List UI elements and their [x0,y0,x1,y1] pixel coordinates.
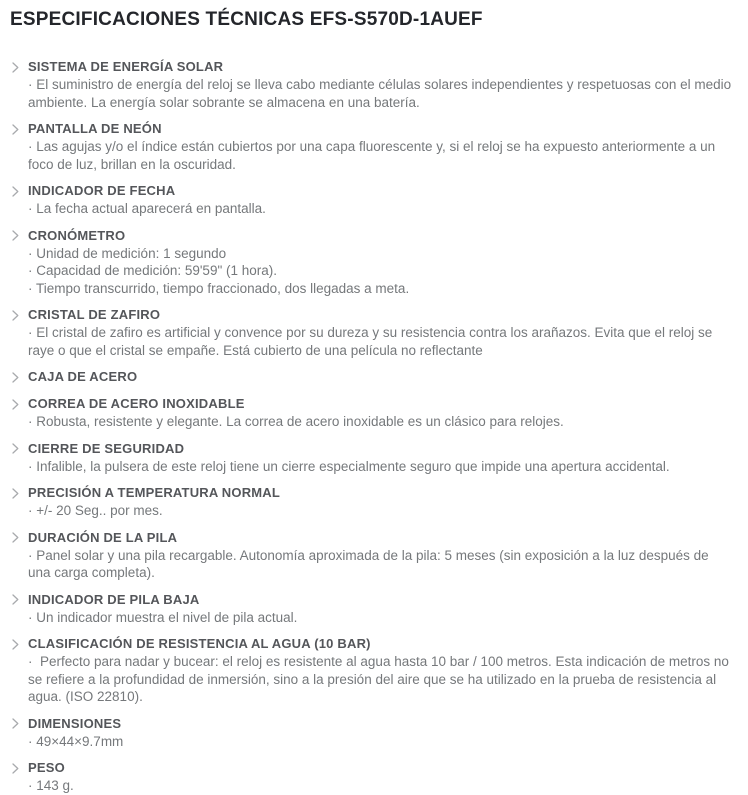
section-heading-row [10,227,734,245]
chevron-right-icon [10,230,28,241]
spec-bullet: · Capacidad de medición: 59'59" (1 hora). [28,263,278,278]
section-heading: DIMENSIONES [28,715,122,731]
chevron-right-icon [10,186,28,197]
section-heading-row [10,484,734,502]
spec-bullet: · Un indicador muestra el nivel de pila actual. [28,609,298,625]
chevron-right-icon [10,399,28,410]
section-heading-row [10,306,734,324]
section-heading-row [10,440,734,458]
chevron-right-icon [10,594,28,605]
chevron-right-icon [10,639,28,650]
chevron-right-icon [10,763,28,774]
page-title: ESPECIFICACIONES TÉCNICAS EFS-S570D-1AUEF [10,9,483,30]
spec-bullet: · Tiempo transcurrido, tiempo fraccionado, dos llegadas a meta. [28,280,410,296]
section-bullets [10,609,734,627]
section-heading-row [10,591,734,609]
chevron-right-icon [10,310,28,321]
section-heading-row [10,368,734,386]
spec-bullet: · La fecha actual aparecerá en pantalla. [28,201,266,216]
spec-section [10,715,734,751]
section-bullets [10,324,734,359]
spec-bullet: · El suministro de energía del reloj se lleva cabo mediante células solares independientes y respetuosas con el medio ambiente. La energía solar sobrante se almacena en una batería. [28,77,735,110]
spec-section [10,440,734,476]
section-bullets [10,138,734,173]
section-heading: CORREA DE ACERO INOXIDABLE [28,396,245,411]
spec-bullet: · Perfecto para nadar y bucear: el reloj es resistente al agua hasta 10 bar / 100 metros. Esta indicación de metros no se refiere a la profundidad de inmersión, sino a la presión del aire que se ha utilizado en la prueba de resistencia al agua. (ISO 22810). [28,654,733,704]
section-bullets [10,458,734,476]
spec-section [10,529,734,582]
section-heading-row [10,635,734,653]
spec-section [10,395,734,431]
section-heading: PRECISIÓN A TEMPERATURA NORMAL [28,485,281,500]
section-heading: INDICADOR DE FECHA [28,183,176,198]
spec-section [10,484,734,520]
spec-section [10,635,734,706]
spec-bullet: · Panel solar y una pila recargable. Autonomía aproximada de la pila: 5 meses (sin exposición a la luz después de una carga completa). [28,547,713,580]
chevron-right-icon [10,124,28,135]
section-bullets [10,413,734,431]
chevron-right-icon [10,443,28,454]
section-heading-row [10,759,734,777]
spec-section [10,58,734,111]
section-bullets [10,547,734,582]
spec-section [10,227,734,298]
spec-bullet: · Infalible, la pulsera de este reloj tiene un cierre especialmente seguro que impide una apertura accidental. [28,458,670,474]
section-bullets [10,200,734,218]
section-bullets [10,245,734,298]
section-bullets [10,777,734,795]
section-heading: CAJA DE ACERO [28,369,138,384]
chevron-right-icon [10,372,28,383]
section-heading: CLASIFICACIÓN DE RESISTENCIA AL AGUA (10 BAR) [28,636,371,651]
section-bullets [10,502,734,520]
spec-section [10,759,734,795]
section-heading-row [10,182,734,200]
spec-section [10,591,734,627]
section-heading: SISTEMA DE ENERGÍA SOLAR [28,59,224,74]
section-heading: CRISTAL DE ZAFIRO [28,307,161,322]
section-heading-row [10,58,734,76]
chevron-right-icon [10,488,28,499]
section-bullets [10,653,734,706]
section-heading: INDICADOR DE PILA BAJA [28,591,200,607]
section-heading: CRONÓMETRO [28,227,126,243]
spec-bullet: · 143 g. [28,778,74,793]
section-heading-row [10,715,734,733]
chevron-right-icon [10,62,28,73]
spec-sections [10,58,734,795]
section-heading-row [10,395,734,413]
spec-bullet: · Las agujas y/o el índice están cubiertos por una capa fluorescente y, si el reloj se ha expuesto anteriormente a un foco de luz, brillan en la oscuridad. [28,139,719,172]
section-heading: PESO [28,760,65,775]
chevron-right-icon [10,532,28,543]
section-bullets [10,76,734,111]
spec-bullet: · 49×44×9.7mm [28,733,124,749]
spec-section [10,120,734,173]
spec-section [10,306,734,359]
section-bullets [10,733,734,751]
section-heading: PANTALLA DE NEÓN [28,121,162,136]
spec-bullet: · Robusta, resistente y elegante. La correa de acero inoxidable es un clásico para relojes. [28,414,564,429]
spec-bullet: · El cristal de zafiro es artificial y convence por su dureza y su resistencia contra los arañazos. Evita que el reloj se raye o que el cristal se empañe. Está cubierto de una película no reflectante [28,325,717,358]
spec-bullet: · +/- 20 Seg.. por mes. [28,503,163,518]
spec-section [10,182,734,218]
section-heading: DURACIÓN DE LA PILA [28,529,178,545]
section-heading: CIERRE DE SEGURIDAD [28,440,185,456]
spec-bullet: · Unidad de medición: 1 segundo [28,245,227,261]
spec-section [10,368,734,386]
section-heading-row [10,120,734,138]
section-heading-row [10,529,734,547]
chevron-right-icon [10,718,28,729]
